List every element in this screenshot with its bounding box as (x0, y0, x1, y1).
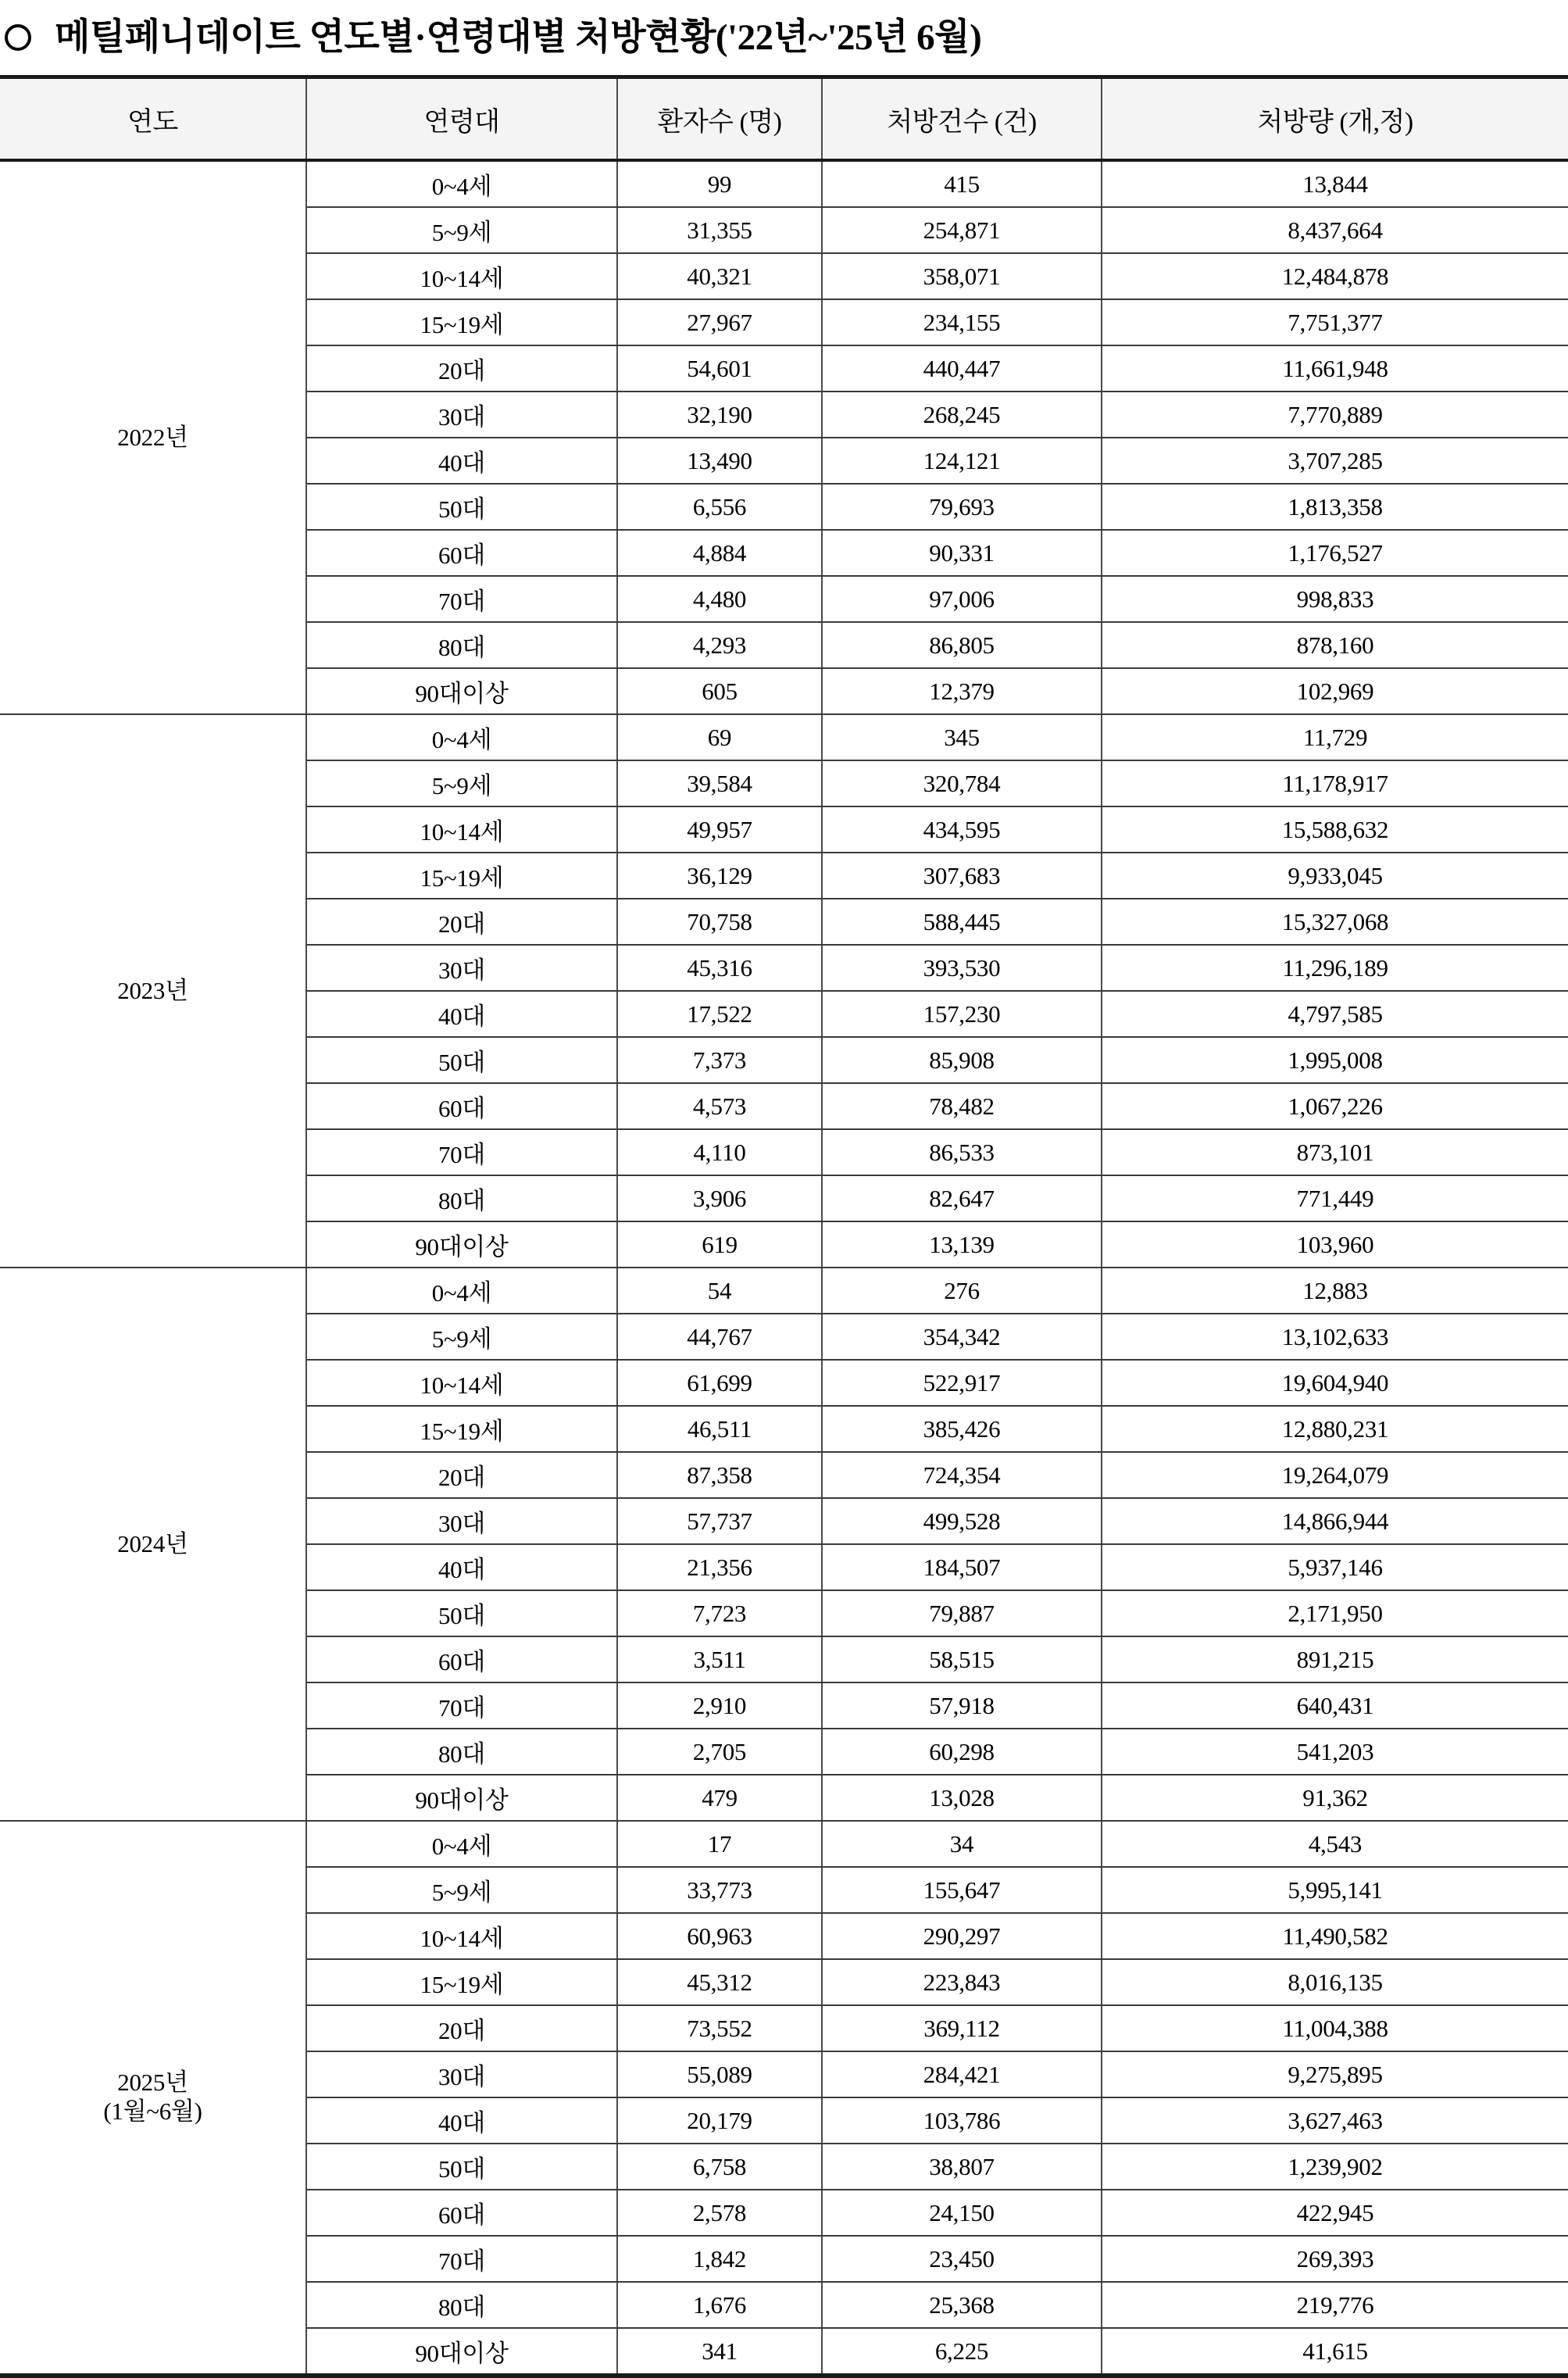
patients-cell: 3,511 (617, 1636, 822, 1682)
quantity-cell: 8,437,664 (1102, 207, 1568, 253)
age-group-cell: 5~9세 (306, 760, 617, 806)
prescriptions-cell: 385,426 (822, 1406, 1102, 1452)
prescriptions-cell: 78,482 (822, 1083, 1102, 1129)
age-group-cell: 40대 (306, 2097, 617, 2144)
table-header (0, 77, 1568, 161)
prescriptions-cell: 24,150 (822, 2190, 1102, 2236)
age-group-cell: 80대 (306, 2282, 617, 2328)
prescriptions-cell: 307,683 (822, 853, 1102, 899)
patients-cell: 55,089 (617, 2051, 822, 2097)
patients-cell: 39,584 (617, 760, 822, 806)
prescriptions-cell: 60,298 (822, 1729, 1102, 1775)
prescriptions-cell: 157,230 (822, 991, 1102, 1037)
prescriptions-cell: 79,693 (822, 484, 1102, 530)
quantity-cell: 2,171,950 (1102, 1590, 1568, 1636)
column-header-age-group: 연령대 (306, 77, 617, 161)
age-group-cell: 50대 (306, 2144, 617, 2190)
quantity-cell: 3,707,285 (1102, 438, 1568, 484)
quantity-cell: 4,797,585 (1102, 991, 1568, 1037)
patients-cell: 32,190 (617, 392, 822, 438)
age-group-cell: 15~19세 (306, 1406, 617, 1452)
prescriptions-cell: 23,450 (822, 2236, 1102, 2282)
prescriptions-cell: 223,843 (822, 1959, 1102, 2005)
year-group-cell (0, 1821, 306, 2376)
quantity-cell: 102,969 (1102, 668, 1568, 714)
age-group-cell: 60대 (306, 1636, 617, 1682)
quantity-cell: 5,995,141 (1102, 1867, 1568, 1913)
age-group-cell: 5~9세 (306, 207, 617, 253)
age-group-cell: 70대 (306, 2236, 617, 2282)
patients-cell: 36,129 (617, 853, 822, 899)
prescriptions-cell: 57,918 (822, 1682, 1102, 1729)
quantity-cell: 640,431 (1102, 1682, 1568, 1729)
year-label-sub: (1월~6월) (103, 2097, 202, 2125)
quantity-cell: 11,729 (1102, 714, 1568, 760)
age-group-cell: 10~14세 (306, 253, 617, 299)
column-header-patients: 환자수 (명) (617, 77, 822, 161)
age-group-cell: 15~19세 (306, 1959, 617, 2005)
prescriptions-cell: 155,647 (822, 1867, 1102, 1913)
patients-cell: 61,699 (617, 1360, 822, 1406)
patients-cell: 4,573 (617, 1083, 822, 1129)
age-group-cell: 5~9세 (306, 1867, 617, 1913)
quantity-cell: 269,393 (1102, 2236, 1568, 2282)
quantity-cell: 1,813,358 (1102, 484, 1568, 530)
prescriptions-cell: 82,647 (822, 1175, 1102, 1221)
quantity-cell: 1,239,902 (1102, 2144, 1568, 2190)
prescriptions-cell: 34 (822, 1821, 1102, 1867)
patients-cell: 20,179 (617, 2097, 822, 2144)
age-group-cell: 30대 (306, 392, 617, 438)
quantity-cell: 3,627,463 (1102, 2097, 1568, 2144)
patients-cell: 27,967 (617, 299, 822, 345)
age-group-cell: 70대 (306, 1129, 617, 1175)
patients-cell: 45,312 (617, 1959, 822, 2005)
table-row (0, 1821, 1568, 1867)
patients-cell: 1,842 (617, 2236, 822, 2282)
quantity-cell: 12,880,231 (1102, 1406, 1568, 1452)
column-header-year: 연도 (0, 77, 306, 161)
prescriptions-cell: 320,784 (822, 760, 1102, 806)
patients-cell: 17 (617, 1821, 822, 1867)
table-body (0, 160, 1568, 2376)
page-title: 메틸페니데이트 연도별·연령대별 처방현황('22년~'25년 6월) (55, 16, 982, 58)
age-group-cell: 90대이상 (306, 2328, 617, 2376)
patients-cell: 21,356 (617, 1544, 822, 1590)
age-group-cell: 90대이상 (306, 668, 617, 714)
prescriptions-cell: 588,445 (822, 899, 1102, 945)
quantity-cell: 7,770,889 (1102, 392, 1568, 438)
prescriptions-cell: 25,368 (822, 2282, 1102, 2328)
table-row (0, 160, 1568, 207)
column-header-prescriptions: 처방건수 (건) (822, 77, 1102, 161)
age-group-cell: 20대 (306, 345, 617, 392)
prescriptions-cell: 79,887 (822, 1590, 1102, 1636)
patients-cell: 619 (617, 1221, 822, 1268)
patients-cell: 6,758 (617, 2144, 822, 2190)
quantity-cell: 9,275,895 (1102, 2051, 1568, 2097)
patients-cell: 73,552 (617, 2005, 822, 2051)
patients-cell: 479 (617, 1775, 822, 1821)
quantity-cell: 41,615 (1302, 2337, 1368, 2365)
patients-cell: 6,556 (617, 484, 822, 530)
quantity-cell: 11,178,917 (1102, 760, 1568, 806)
age-group-cell: 10~14세 (306, 806, 617, 853)
age-group-cell: 30대 (306, 2051, 617, 2097)
age-group-cell: 0~4세 (306, 1821, 617, 1867)
quantity-cell: 15,327,068 (1102, 899, 1568, 945)
prescriptions-cell: 434,595 (822, 806, 1102, 853)
patients-cell: 4,293 (617, 622, 822, 668)
prescriptions-cell: 724,354 (822, 1452, 1102, 1498)
quantity-cell: 891,215 (1102, 1636, 1568, 1682)
quantity-cell: 15,588,632 (1102, 806, 1568, 853)
patients-cell: 99 (617, 160, 822, 207)
prescriptions-cell: 13,028 (822, 1775, 1102, 1821)
patients-cell: 4,110 (617, 1129, 822, 1175)
year-label: 2024년 (117, 1529, 188, 1557)
patients-cell: 7,723 (617, 1590, 822, 1636)
age-group-cell: 15~19세 (306, 853, 617, 899)
age-group-cell: 90대이상 (306, 1221, 617, 1268)
quantity-cell: 13,844 (1102, 160, 1568, 207)
prescriptions-cell: 12,379 (822, 668, 1102, 714)
quantity-cell: 1,995,008 (1102, 1037, 1568, 1083)
patients-cell: 33,773 (617, 1867, 822, 1913)
patients-cell: 605 (617, 668, 822, 714)
age-group-cell: 40대 (306, 1544, 617, 1590)
patients-cell: 13,490 (617, 438, 822, 484)
patients-cell: 2,910 (617, 1682, 822, 1729)
quantity-cell: 9,933,045 (1102, 853, 1568, 899)
quantity-cell: 19,604,940 (1102, 1360, 1568, 1406)
patients-cell: 3,906 (617, 1175, 822, 1221)
quantity-cell: 7,751,377 (1102, 299, 1568, 345)
patients-cell: 2,705 (617, 1729, 822, 1775)
age-group-cell: 80대 (306, 1175, 617, 1221)
prescriptions-cell: 284,421 (822, 2051, 1102, 2097)
quantity-cell: 103,960 (1102, 1221, 1568, 1268)
patients-cell: 45,316 (617, 945, 822, 991)
prescriptions-cell: 415 (822, 160, 1102, 207)
quantity-cell: 771,449 (1102, 1175, 1568, 1221)
patients-cell: 46,511 (617, 1406, 822, 1452)
quantity-cell: 1,176,527 (1102, 530, 1568, 576)
prescriptions-cell: 358,071 (822, 253, 1102, 299)
age-group-cell: 60대 (306, 530, 617, 576)
age-group-cell: 30대 (306, 945, 617, 991)
prescriptions-cell: 184,507 (822, 1544, 1102, 1590)
age-group-cell: 20대 (306, 899, 617, 945)
prescriptions-cell: 345 (822, 714, 1102, 760)
age-group-cell: 5~9세 (306, 1314, 617, 1360)
prescriptions-cell: 6,225 (822, 2328, 1102, 2376)
quantity-cell: 219,776 (1102, 2282, 1568, 2328)
prescriptions-cell: 86,805 (822, 622, 1102, 668)
prescriptions-cell: 234,155 (822, 299, 1102, 345)
quantity-cell: 13,102,633 (1102, 1314, 1568, 1360)
age-group-cell: 10~14세 (306, 1913, 617, 1959)
prescriptions-cell: 354,342 (822, 1314, 1102, 1360)
column-header-quantity: 처방량 (개,정) (1102, 77, 1568, 161)
prescriptions-cell: 90,331 (822, 530, 1102, 576)
quantity-cell: 422,945 (1102, 2190, 1568, 2236)
prescriptions-cell: 522,917 (822, 1360, 1102, 1406)
age-group-cell: 30대 (306, 1498, 617, 1544)
age-group-cell: 0~4세 (306, 714, 617, 760)
age-group-cell: 60대 (306, 2190, 617, 2236)
quantity-cell: 19,264,079 (1102, 1452, 1568, 1498)
patients-cell: 4,480 (617, 576, 822, 622)
age-group-cell: 80대 (306, 1729, 617, 1775)
year-label: 2023년 (117, 976, 188, 1004)
age-group-cell: 15~19세 (306, 299, 617, 345)
year-group-cell (0, 714, 306, 1268)
age-group-cell: 0~4세 (306, 1268, 617, 1314)
quantity-cell: 873,101 (1102, 1129, 1568, 1175)
patients-cell: 40,321 (617, 253, 822, 299)
patients-cell: 1,676 (617, 2282, 822, 2328)
age-group-cell: 50대 (306, 484, 617, 530)
age-group-cell: 60대 (306, 1083, 617, 1129)
age-group-cell: 20대 (306, 1452, 617, 1498)
patients-cell: 57,737 (617, 1498, 822, 1544)
patients-cell: 2,578 (617, 2190, 822, 2236)
quantity-cell: 11,004,388 (1102, 2005, 1568, 2051)
quantity-cell: 5,937,146 (1102, 1544, 1568, 1590)
patients-cell: 49,957 (617, 806, 822, 853)
quantity-cell: 878,160 (1102, 622, 1568, 668)
quantity-cell: 1,067,226 (1102, 1083, 1568, 1129)
patients-cell: 69 (617, 714, 822, 760)
patients-cell: 341 (617, 2328, 822, 2376)
quantity-cell: 11,490,582 (1102, 1913, 1568, 1959)
prescriptions-cell: 440,447 (822, 345, 1102, 392)
year-group-cell (0, 1268, 306, 1821)
age-group-cell: 20대 (306, 2005, 617, 2051)
patients-cell: 54,601 (617, 345, 822, 392)
age-group-cell: 40대 (306, 438, 617, 484)
prescriptions-cell: 86,533 (822, 1129, 1102, 1175)
prescriptions-cell: 499,528 (822, 1498, 1102, 1544)
patients-cell: 54 (617, 1268, 822, 1314)
age-group-cell: 10~14세 (306, 1360, 617, 1406)
quantity-cell: 8,016,135 (1102, 1959, 1568, 2005)
quantity-cell: 11,661,948 (1102, 345, 1568, 392)
age-group-cell: 40대 (306, 991, 617, 1037)
prescriptions-cell: 290,297 (822, 1913, 1102, 1959)
patients-cell: 60,963 (617, 1913, 822, 1959)
patients-cell: 17,522 (617, 991, 822, 1037)
quantity-cell: 12,883 (1102, 1268, 1568, 1314)
quantity-cell: 14,866,944 (1102, 1498, 1568, 1544)
table-row (0, 714, 1568, 760)
patients-cell: 7,373 (617, 1037, 822, 1083)
patients-cell: 87,358 (617, 1452, 822, 1498)
prescriptions-cell: 103,786 (822, 2097, 1102, 2144)
page-title-row (0, 0, 1568, 75)
prescriptions-cell: 97,006 (822, 576, 1102, 622)
prescriptions-cell: 268,245 (822, 392, 1102, 438)
prescription-statistics-table (0, 75, 1568, 2378)
age-group-cell: 50대 (306, 1037, 617, 1083)
prescriptions-cell: 254,871 (822, 207, 1102, 253)
quantity-cell: 11,296,189 (1102, 945, 1568, 991)
quantity-cell: 91,362 (1102, 1775, 1568, 1821)
year-label: 2022년 (117, 423, 188, 451)
quantity-cell: 541,203 (1102, 1729, 1568, 1775)
prescriptions-cell: 13,139 (822, 1221, 1102, 1268)
year-label: 2025년 (117, 2069, 188, 2097)
patients-cell: 4,884 (617, 530, 822, 576)
age-group-cell: 70대 (306, 576, 617, 622)
age-group-cell: 50대 (306, 1590, 617, 1636)
header-row (0, 77, 1568, 161)
prescriptions-cell: 38,807 (822, 2144, 1102, 2190)
quantity-cell: 4,543 (1102, 1821, 1568, 1867)
quantity-cell: 998,833 (1102, 576, 1568, 622)
age-group-cell: 70대 (306, 1682, 617, 1729)
year-group-cell (0, 160, 306, 714)
patients-cell: 70,758 (617, 899, 822, 945)
quantity-cell: 12,484,878 (1102, 253, 1568, 299)
prescriptions-cell: 276 (822, 1268, 1102, 1314)
age-group-cell: 90대이상 (306, 1775, 617, 1821)
circle-outline-icon (5, 24, 31, 51)
prescriptions-cell: 393,530 (822, 945, 1102, 991)
prescriptions-cell: 85,908 (822, 1037, 1102, 1083)
table-row (0, 1268, 1568, 1314)
age-group-cell: 0~4세 (306, 160, 617, 207)
prescriptions-cell: 58,515 (822, 1636, 1102, 1682)
patients-cell: 44,767 (617, 1314, 822, 1360)
prescriptions-cell: 124,121 (822, 438, 1102, 484)
age-group-cell: 80대 (306, 622, 617, 668)
patients-cell: 31,355 (617, 207, 822, 253)
prescriptions-cell: 369,112 (822, 2005, 1102, 2051)
